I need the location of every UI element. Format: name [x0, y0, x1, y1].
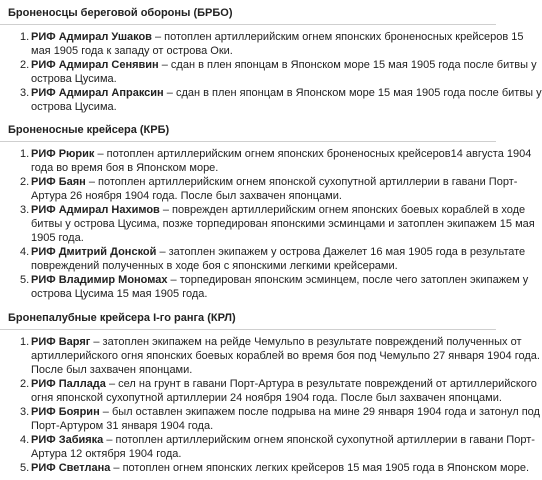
item-number: 3. — [20, 406, 30, 418]
list-item — [0, 433, 535, 461]
item-number: 3. — [20, 204, 30, 216]
ship-name: РИФ Адмирал Сенявин — [31, 59, 159, 71]
ship-name: РИФ Дмитрий Донской — [31, 246, 157, 258]
item-text: острова Цусима. — [31, 73, 117, 85]
list-item — [0, 377, 537, 405]
list-item — [0, 203, 535, 245]
item-text: – сдан в плен японцам в Японском море 15 мая 1905 года после битвы у — [163, 87, 542, 99]
ship-name: РИФ Адмирал Ушаков — [31, 31, 152, 43]
list-item — [0, 273, 529, 301]
list-item — [0, 335, 540, 377]
item-number: 4. — [20, 434, 30, 446]
item-text: Артура 12 октября 1904 года. — [31, 448, 182, 460]
ship-name: РИФ Боярин — [31, 406, 100, 418]
item-text: – потоплен артиллерийским огнем японской сухопутной артиллерии в гавани Порт- — [85, 176, 518, 188]
item-text: артиллерийского огня японских боевых кораблей во время боя под Чемульпо 27 января 1904 года. — [31, 350, 540, 362]
ship-name: РИФ Светлана — [31, 462, 111, 474]
ship-name: РИФ Адмирал Нахимов — [31, 204, 160, 216]
divider — [0, 24, 496, 25]
item-number: 4. — [20, 246, 30, 258]
item-number: 5. — [20, 462, 30, 474]
item-text: острова Цусима. — [31, 101, 117, 113]
item-text: мая 1905 года к западу от острова Оки. — [31, 45, 233, 57]
item-text: – затоплен экипажем на рейде Чемульпо в результате повреждений полученных от — [90, 336, 522, 348]
item-number: 3. — [20, 87, 30, 99]
item-text: – сдан в плен японцам в Японском море 15 мая 1905 года после битвы у — [158, 59, 537, 71]
list-item — [0, 405, 540, 433]
ship-name: РИФ Забияка — [31, 434, 104, 446]
section-heading: Бронепалубные крейсера I-го ранга (КРЛ) — [8, 312, 236, 324]
item-text: – потоплен артиллерийским огнем японских броненосных крейсеров 15 — [151, 31, 524, 43]
list-item — [0, 30, 524, 58]
section-heading: Броненосцы береговой обороны (БРБО) — [8, 7, 233, 19]
item-number: 2. — [20, 378, 30, 390]
ship-name: РИФ Варяг — [31, 336, 91, 348]
item-number: 5. — [20, 274, 30, 286]
item-text: – потоплен огнем японских легких крейсеров 15 мая 1905 года в Японском море. — [110, 462, 530, 474]
item-text: острова Цусима 15 мая 1905 года. — [31, 288, 208, 300]
item-text: года во время боя в Японском море. — [31, 162, 219, 174]
list-item — [0, 461, 530, 475]
divider — [0, 141, 496, 142]
divider — [0, 329, 496, 330]
list-item — [0, 86, 542, 114]
list-item — [0, 147, 532, 175]
ship-name: РИФ Владимир Мономах — [31, 274, 168, 286]
item-text: повреждений полученных в ходе боя с японскими легкими крейсерами. — [31, 260, 398, 272]
item-text: – поврежден артиллерийским огнем японских боевых кораблей в ходе — [159, 204, 526, 216]
item-text: огня японской сухопутной артиллерии 24 ноября 1904 года. После был захвачен японцами. — [31, 392, 502, 404]
item-text: 1905 года. — [31, 232, 84, 244]
item-text: – потоплен артиллерийским огнем японской сухопутной артиллерии в гавани Порт- — [103, 434, 535, 446]
ship-name: РИФ Баян — [31, 176, 86, 188]
list-item — [0, 245, 526, 273]
list-item — [0, 58, 537, 86]
list-item — [0, 175, 518, 203]
ship-name: РИФ Адмирал Апраксин — [31, 87, 164, 99]
item-number: 2. — [20, 59, 30, 71]
item-text: – потоплен артиллерийским огнем японских броненосных крейсеров14 августа 1904 — [94, 148, 532, 160]
item-text: – сел на грунт в гавани Порт-Артура в результате повреждений от артиллерийского — [105, 378, 537, 390]
item-text: После был захвачен японцами. — [31, 364, 193, 376]
item-number: 1. — [20, 336, 30, 348]
ship-name: РИФ Рюрик — [31, 148, 95, 160]
item-number: 2. — [20, 176, 30, 188]
item-text: – затоплен экипажем у острова Дажелет 16 мая 1905 года в результате — [156, 246, 526, 258]
item-text: битвы у острова Цусима, позже торпедирован японскими эсминцами и затоплен экипажем 15 мая — [31, 218, 535, 230]
item-text: Порт-Артуром 31 января 1904 года. — [31, 420, 214, 432]
item-number: 1. — [20, 148, 30, 160]
item-text: – был оставлен экипажем после подрыва на мине 29 января 1904 года и затонул под — [99, 406, 540, 418]
section-heading: Броненосные крейсера (КРБ) — [8, 124, 170, 136]
item-text: – торпедирован японским эсминцем, после чего затоплен экипажем у — [167, 274, 529, 286]
item-number: 1. — [20, 31, 30, 43]
ship-name: РИФ Паллада — [31, 378, 106, 390]
item-text: Артура 26 ноября 1904 года. После был захвачен японцами. — [31, 190, 342, 202]
